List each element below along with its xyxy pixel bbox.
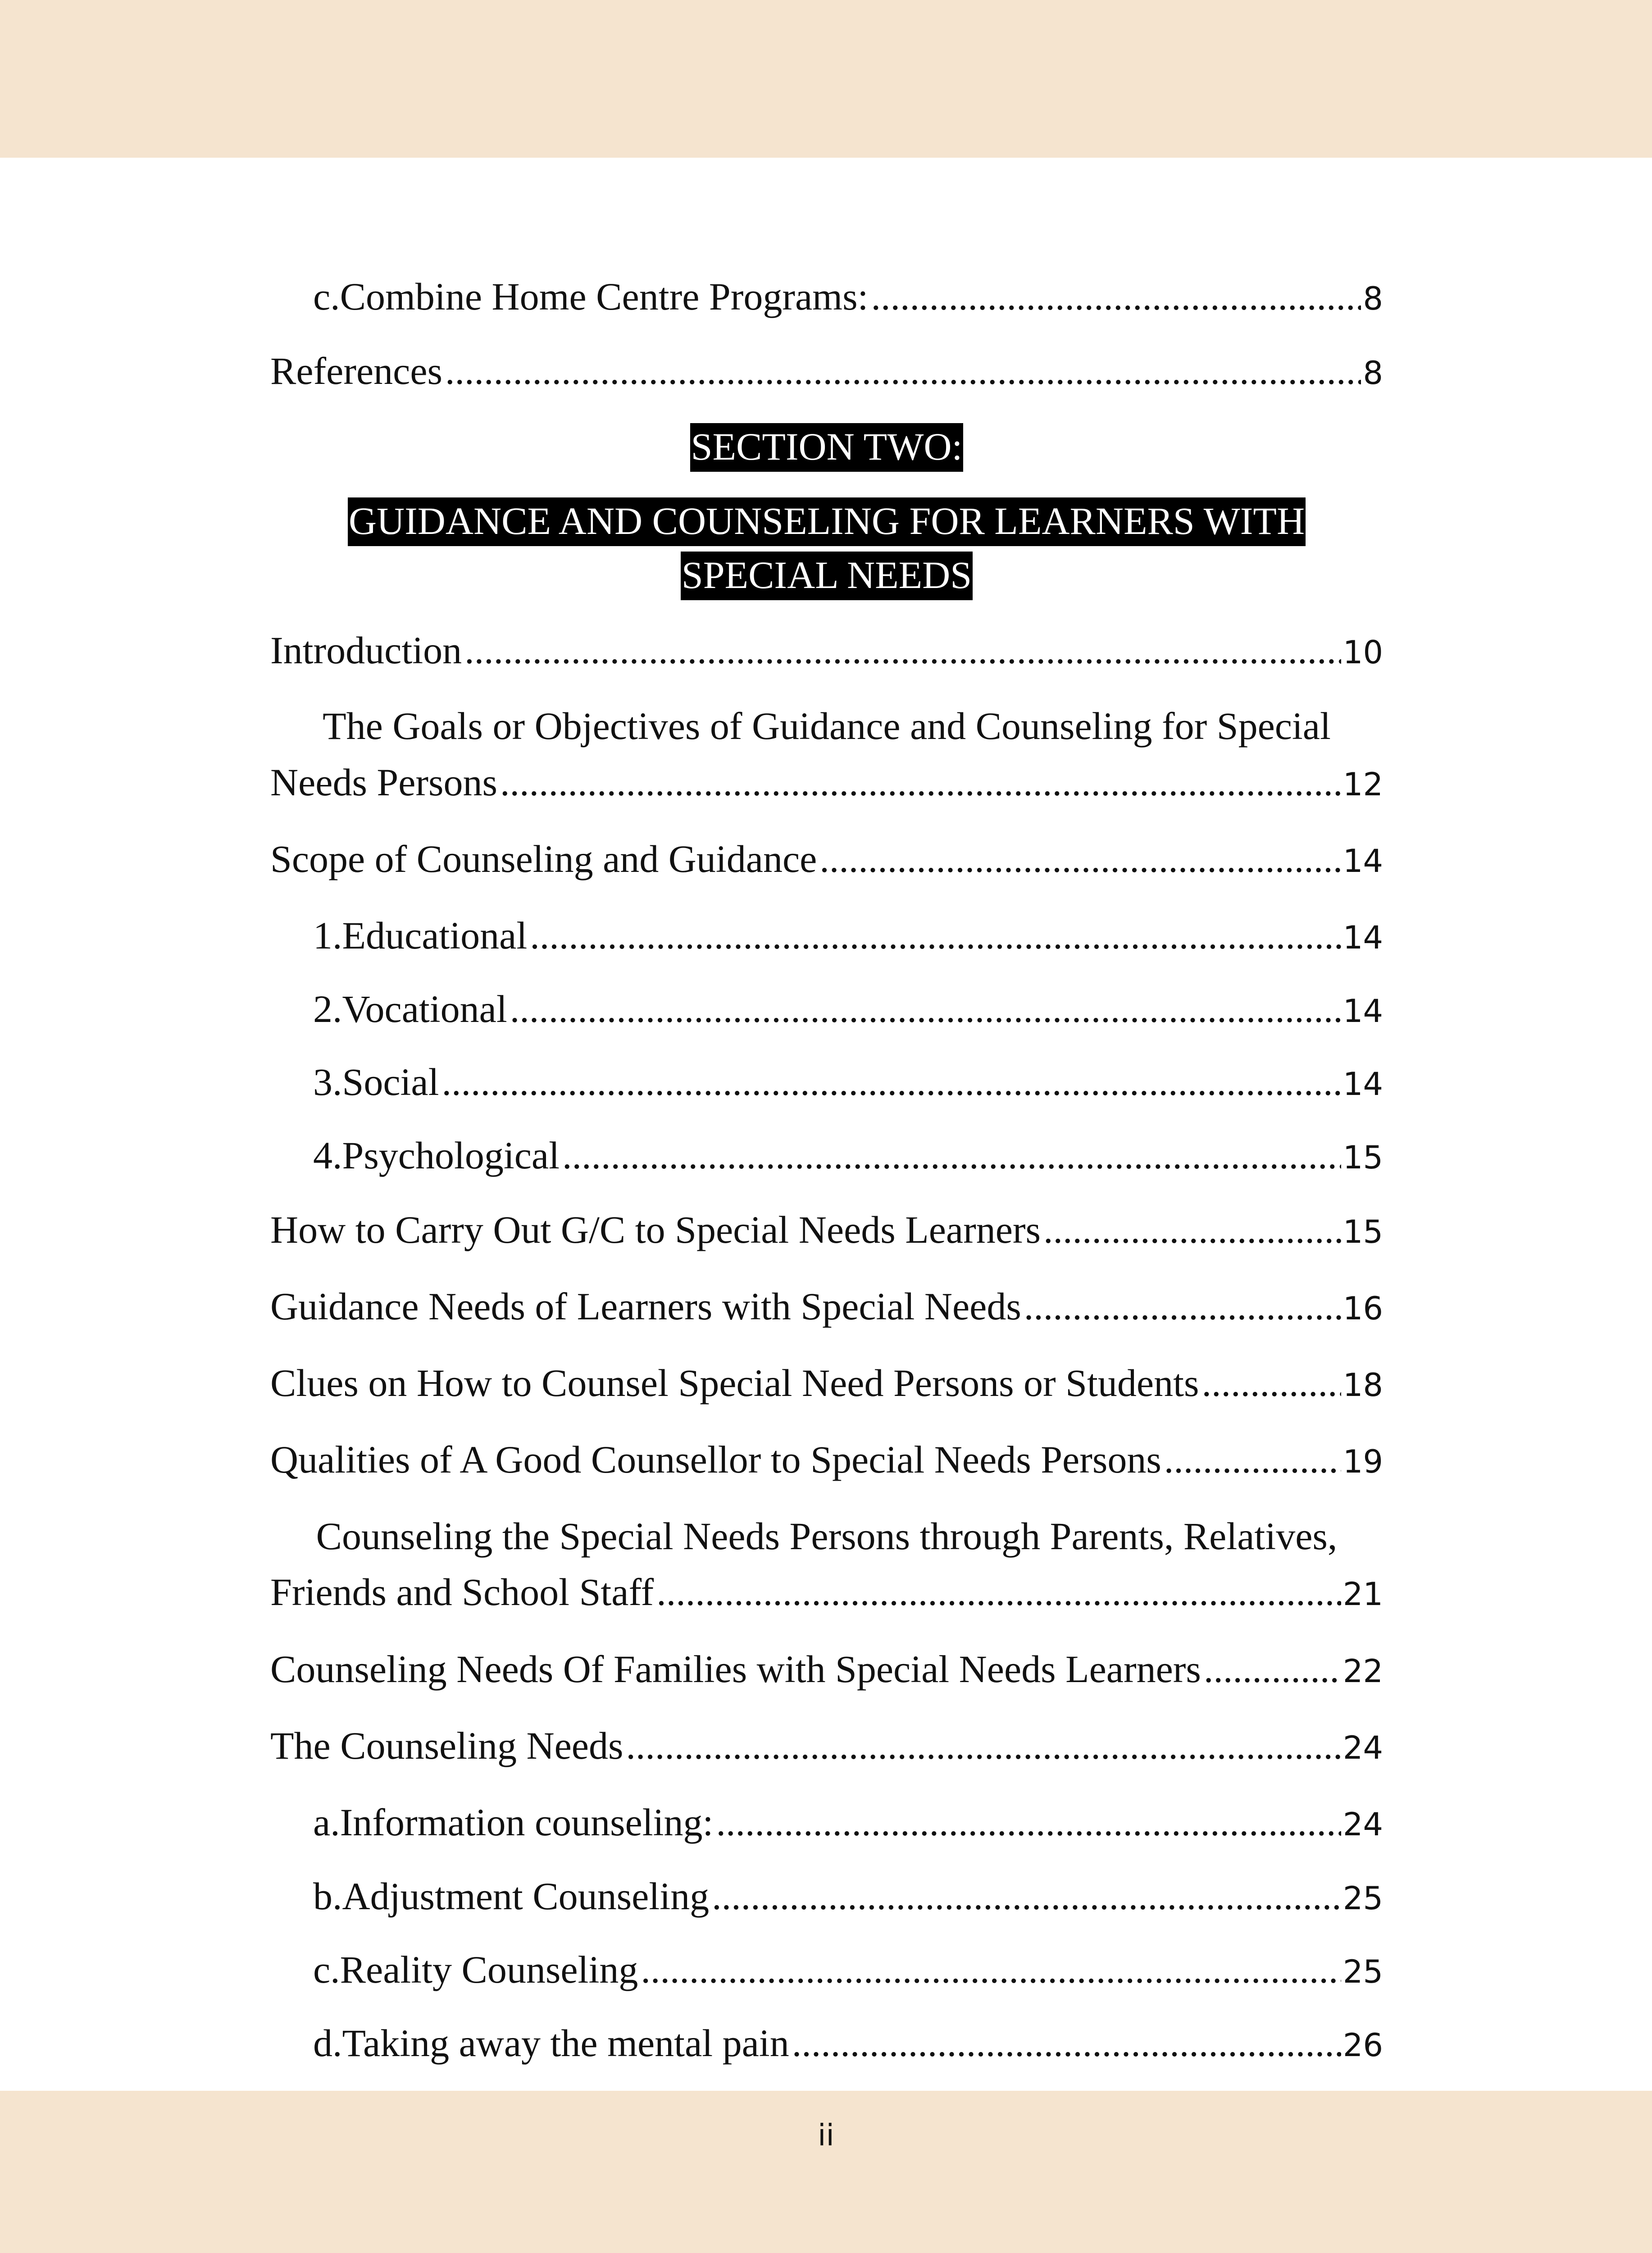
toc-marker: c. <box>313 1948 340 1991</box>
toc-page: 24 <box>1343 1806 1383 1843</box>
toc-entry-goals-line1[interactable]: The Goals or Objectives of Guidance and Counseling for Special <box>323 704 1331 748</box>
dot-leader <box>562 1136 1341 1175</box>
dot-leader <box>1024 1287 1341 1326</box>
toc-marker: a. <box>313 1801 340 1844</box>
dot-leader <box>464 631 1341 670</box>
toc-entry-social[interactable] <box>270 1060 1383 1104</box>
toc-page: 25 <box>1343 1880 1383 1917</box>
toc-entry-goals[interactable] <box>270 763 1383 802</box>
toc-page: 14 <box>1343 993 1383 1030</box>
toc-entry-information[interactable] <box>270 1803 1383 1842</box>
toc-page: 10 <box>1343 634 1383 671</box>
toc-entry-scope[interactable] <box>270 839 1383 878</box>
toc-title: Psychological <box>342 1134 560 1177</box>
toc-page: 15 <box>1343 1213 1383 1250</box>
toc-title: Scope of Counseling and Guidance <box>270 837 817 880</box>
toc-marker: d. <box>313 2021 342 2065</box>
dot-leader <box>1201 1364 1341 1402</box>
toc-marker: b. <box>313 1874 342 1918</box>
toc-entry-how-to-carry-out[interactable] <box>270 1210 1383 1249</box>
toc-title: Reality Counseling <box>340 1948 638 1991</box>
toc-page: 12 <box>1343 766 1383 803</box>
toc-entry-mental-pain[interactable] <box>270 2021 1383 2065</box>
toc-title: Vocational <box>342 987 507 1031</box>
toc-title: Adjustment Counseling <box>342 1874 710 1918</box>
toc-page: 14 <box>1343 843 1383 880</box>
dot-leader <box>716 1803 1341 1842</box>
section-title-text: SPECIAL NEEDS <box>681 552 973 600</box>
toc-marker: 3. <box>313 1060 342 1104</box>
toc-title: Counseling Needs Of Families with Special Needs Learners <box>270 1647 1201 1691</box>
toc-marker: 4. <box>313 1134 342 1177</box>
toc-entry-educational[interactable] <box>270 916 1383 955</box>
toc-entry-reality[interactable] <box>270 1950 1383 1989</box>
toc-page: 14 <box>1343 919 1383 956</box>
toc-entry-counseling-parents[interactable] <box>270 1570 1383 1614</box>
toc-page: 21 <box>1343 1576 1383 1613</box>
toc-page: 8 <box>1363 280 1383 317</box>
toc-title: Information counseling: <box>340 1801 714 1844</box>
toc-entry-introduction[interactable] <box>270 631 1383 670</box>
section-title-line2 <box>270 553 1383 597</box>
section-heading <box>270 427 1383 466</box>
toc-entry-references[interactable] <box>270 351 1383 390</box>
toc-entry-guidance-needs[interactable] <box>270 1287 1383 1326</box>
dot-leader <box>819 839 1341 878</box>
toc-page: 15 <box>1343 1139 1383 1176</box>
toc-title: Guidance Needs of Learners with Special Needs <box>270 1285 1021 1328</box>
toc-page: 14 <box>1343 1066 1383 1103</box>
toc-page: 22 <box>1343 1653 1383 1690</box>
toc-page: 16 <box>1343 1290 1383 1327</box>
dot-leader <box>1164 1440 1341 1479</box>
toc-entry-counseling-needs[interactable] <box>270 1726 1383 1765</box>
dot-leader <box>792 2024 1341 2062</box>
toc-title: Social <box>342 1060 439 1104</box>
toc-marker: c. <box>313 275 340 318</box>
toc-title: Combine Home Centre Programs: <box>340 275 869 318</box>
dot-leader <box>641 1950 1341 1989</box>
toc-entry-vocational[interactable] <box>270 987 1383 1031</box>
dot-leader <box>500 763 1341 802</box>
toc-entry-counseling-families[interactable] <box>270 1647 1383 1691</box>
toc-page: 19 <box>1343 1443 1383 1480</box>
toc-page: 18 <box>1343 1367 1383 1404</box>
dot-leader <box>510 990 1341 1028</box>
toc-entry-adjustment[interactable] <box>270 1874 1383 1918</box>
toc-marker: 1. <box>313 914 342 957</box>
dot-leader <box>1043 1210 1341 1249</box>
dot-leader <box>530 916 1341 955</box>
dot-leader <box>656 1573 1341 1611</box>
toc-title: The Counseling Needs <box>270 1724 623 1767</box>
toc-page: 25 <box>1343 1953 1383 1990</box>
bottom-band <box>0 2091 1652 2253</box>
toc-title: Qualities of A Good Counsellor to Special Needs Persons <box>270 1438 1161 1481</box>
toc-page: 8 <box>1363 355 1383 392</box>
toc-entry-psychological[interactable] <box>270 1136 1383 1175</box>
section-title-text: GUIDANCE AND COUNSELING FOR LEARNERS WITH <box>348 497 1306 546</box>
toc-page: 24 <box>1343 1729 1383 1766</box>
toc-title: Needs Persons <box>270 761 497 804</box>
section-title-line1 <box>270 499 1383 543</box>
dot-leader <box>441 1063 1341 1101</box>
toc-title: Taking away the mental pain <box>342 2021 789 2065</box>
toc-title: Friends and School Staff <box>270 1570 654 1614</box>
toc-title: References <box>270 349 442 392</box>
toc-entry-clues[interactable] <box>270 1361 1383 1405</box>
section-heading-label: SECTION TWO: <box>690 423 964 472</box>
toc-title: Clues on How to Counsel Special Need Persons or Students <box>270 1361 1199 1405</box>
toc-title: How to Carry Out G/C to Special Needs Learners <box>270 1208 1041 1251</box>
toc-entry-counseling-parents-line1[interactable]: Counseling the Special Needs Persons through Parents, Relatives, <box>316 1514 1338 1558</box>
dot-leader <box>445 351 1361 390</box>
dot-leader <box>1204 1650 1341 1688</box>
dot-leader <box>871 277 1361 316</box>
toc-marker: 2. <box>313 987 342 1031</box>
toc-entry-qualities[interactable] <box>270 1440 1383 1479</box>
toc-entry-combine-home[interactable] <box>270 277 1383 316</box>
page-number: ii <box>818 2118 834 2153</box>
toc-page: 26 <box>1343 2027 1383 2064</box>
toc-title: Introduction <box>270 629 462 672</box>
top-band <box>0 0 1652 158</box>
dot-leader <box>712 1877 1341 1916</box>
dot-leader <box>626 1726 1341 1765</box>
toc-title: Educational <box>342 914 528 957</box>
